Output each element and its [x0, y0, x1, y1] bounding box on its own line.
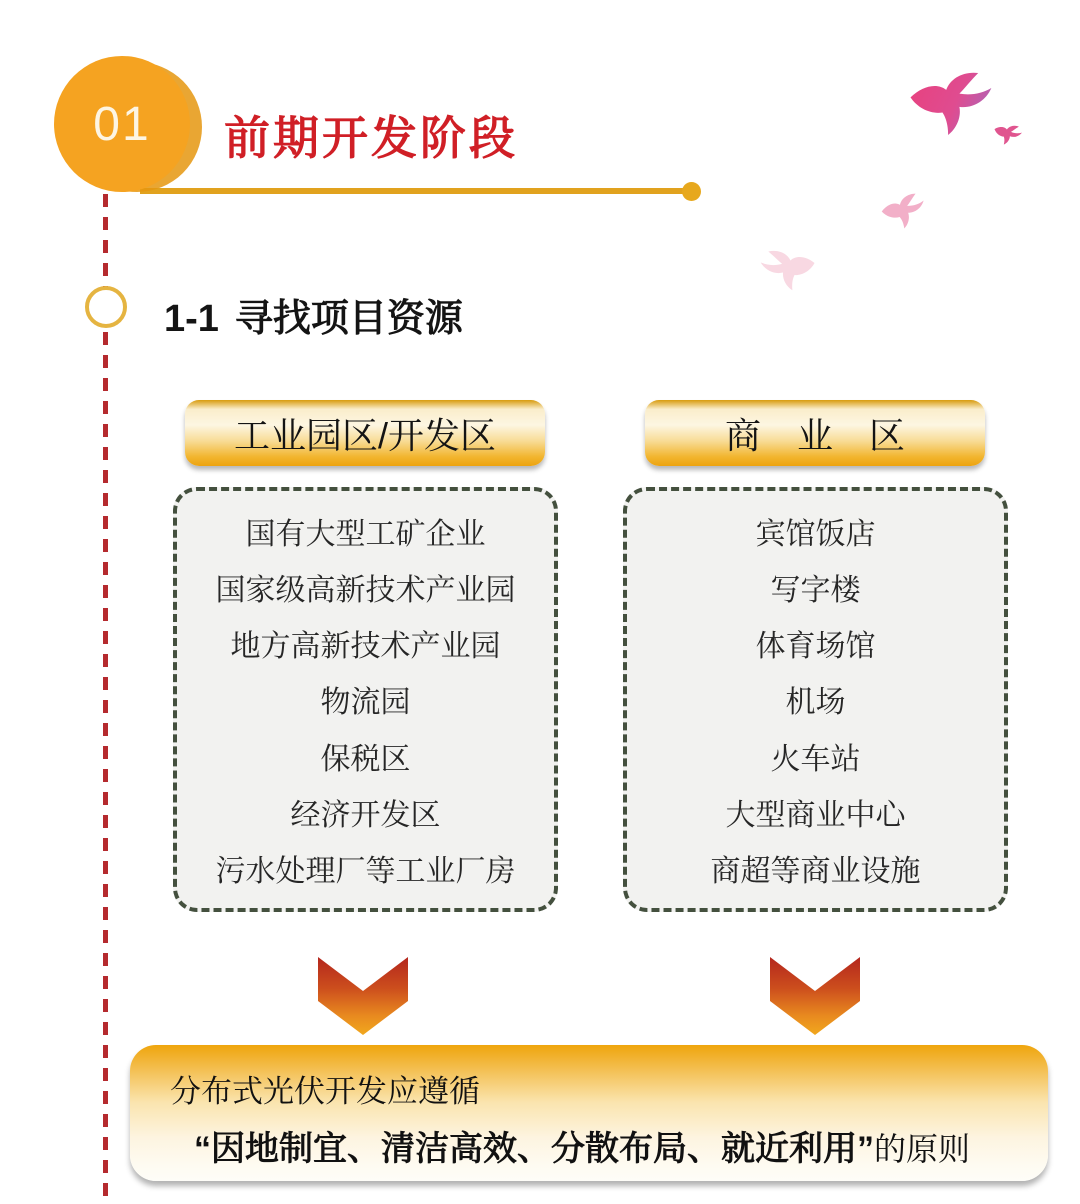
list-item: 商超等商业设施 [710, 854, 921, 888]
section-title: 前期开发阶段 [224, 112, 518, 164]
list-item: 国家级高新技术产业园 [215, 574, 516, 608]
list-item: 物流园 [320, 686, 411, 720]
list-item: 机场 [785, 686, 846, 720]
timeline-dashed-line [103, 194, 108, 1204]
subsection-number: 1-1 [164, 298, 219, 340]
list-item: 国有大型工矿企业 [245, 518, 486, 552]
list-item: 地方高新技术产业园 [230, 630, 501, 664]
resource-list-industrial [173, 487, 558, 912]
conclusion-principles: “因地制宜、清洁高效、分散布局、就近利用” [194, 1130, 874, 1168]
section-number-badge [54, 56, 190, 192]
category-header-commercial [645, 400, 985, 466]
subsection-marker-circle [85, 286, 127, 328]
category-header-industrial [185, 400, 545, 466]
dove-icon [876, 190, 931, 235]
list-item: 保税区 [320, 742, 411, 776]
dove-icon [903, 64, 997, 144]
list-item: 体育场馆 [755, 630, 876, 664]
subsection-heading [164, 287, 463, 342]
arrow-down-icon [318, 957, 408, 1035]
conclusion-principles-line [194, 1121, 1020, 1170]
dove-icon [743, 243, 835, 298]
list-item: 经济开发区 [290, 798, 441, 832]
category-header-label: 商 业 区 [724, 414, 905, 456]
conclusion-suffix: 的原则 [874, 1131, 971, 1167]
list-item: 宾馆饭店 [755, 518, 876, 552]
header-underline [140, 188, 686, 194]
header-underline-dot [682, 182, 701, 201]
conclusion-intro: 分布式光伏开发应遵循 [170, 1074, 480, 1109]
list-item: 火车站 [770, 742, 861, 776]
resource-list-commercial [623, 487, 1008, 912]
category-header-label: 工业园区/开发区 [233, 414, 496, 456]
list-item: 污水处理厂等工业厂房 [215, 854, 516, 888]
section-number: 01 [93, 97, 151, 151]
conclusion-banner [130, 1045, 1048, 1181]
list-item: 大型商业中心 [725, 798, 906, 832]
arrow-down-icon [770, 957, 860, 1035]
list-item: 写字楼 [770, 574, 861, 608]
dove-icon [988, 117, 1026, 153]
subsection-title: 寻找项目资源 [234, 298, 463, 340]
